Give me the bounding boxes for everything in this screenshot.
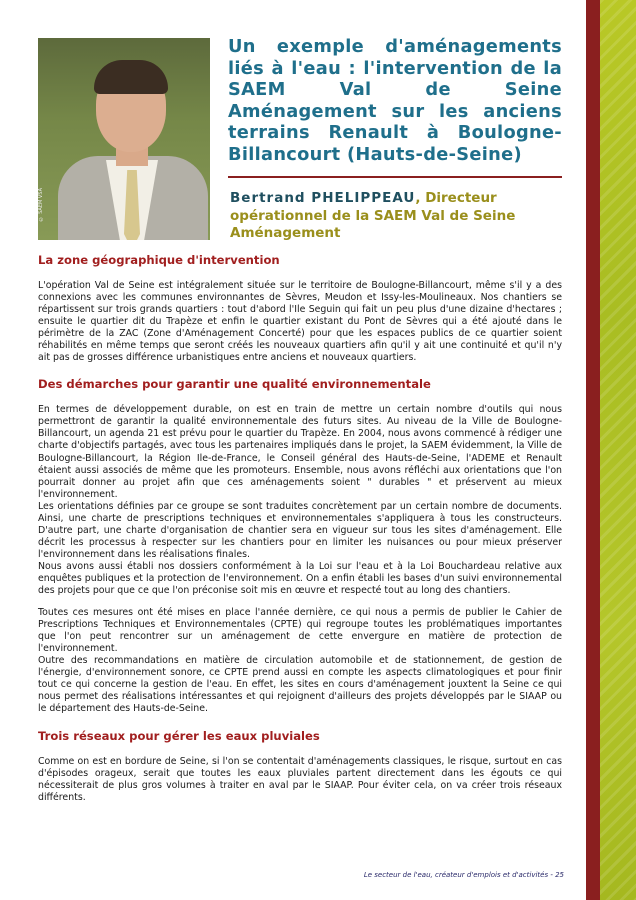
side-border-red [586,0,600,900]
author-photo [38,38,210,240]
photo-hair [94,60,168,94]
section-heading-rainwater: Trois réseaux pour gérer les eaux pluviales [38,728,320,743]
paragraph: Outre des recommandations en matière de circulation automobile et de stationnement, de gestion de l'énergie, d'environnement sonore, ce CPTE prend aussi en compte les aspects climatologiques et pour finir tout ce qui concerne la gestion de l'eau. En effet, les sites en cours d'aménagement jouxtent la Seine ce qui nous permet des réalisations intéressantes et qui rejoignent d'ailleurs des projets développés par le SIAAP ou le département des Hauts-de-Seine. [38,655,562,715]
page-footer: Le secteur de l'eau, créateur d'emplois et d'activités - 25 [363,871,564,879]
author-role: , Directeur opérationnel de la SAEM Val de Seine Aménagement [230,190,516,241]
paragraph: L'opération Val de Seine est intégralement située sur le territoire de Boulogne-Billancourt, même s'il y a des connexions avec les communes environnantes de Sèvres, Meudon et Issy-les-Moulineaux. Nos chantiers se répartissent sur trois grands quartiers : tout d'abord l'Ile Seguin qui fait un peu plus d'une dizaine d'hectares ; ensuite le quartier dit du Trapèze et enfin le quartier existant du Pont de Sèvres qui a été ajouté dans le périmètre de la ZAC (Zone d'Aménagement Concerté) pour que les espaces publics de ce quartier soient réhabilités en même temps que seront créés les nouveaux quartiers afin qu'il y ait une continuité et qu'il n'y ait pas de grosses différence urbanistiques entre anciens et nouveaux quartiers. [38,280,562,364]
author-byline [230,190,564,243]
paragraph: Toutes ces mesures ont été mises en place l'année dernière, ce qui nous a permis de publier le Cahier de Prescriptions Techniques et Environnementales (CPTE) qui regroupe toutes les problématiques importantes que l'on peut rencontrer sur un aménagement de cette envergure en matière de protection de l'environnement. [38,607,562,655]
section-heading-environment: Des démarches pour garantir une qualité environnementale [38,377,431,392]
paragraph: Les orientations définies par ce groupe se sont traduites concrètement par un certain nombre de documents. Ainsi, une charte de prescriptions techniques et environnementales s'appliquera à tous les constructeurs. D'autre part, une charte d'organisation de chantier sera en vigueur sur tous les sites d'aménagement. Elle décrit les processus à respecter sur les chantiers pour en limiter les nuisances ou pour mieux préserver l'environnement dans les réalisations finales. [38,500,562,560]
section-heading-zone: La zone géographique d'intervention [38,253,280,267]
page-title: Un exemple d'aménagements liés à l'eau : l'intervention de la SAEM Val de Seine Aménagement sur les anciens terrains Renault à Boulogne-Billancourt (Hauts-de-Seine) [228,36,562,165]
article-body [38,252,562,804]
paragraph: En termes de développement durable, on est en train de mettre un certain nombre d'outils qui nous permettront de garantir la qualité environnementale des futurs sites. Au niveau de la Ville de Boulogne-Billancourt, un agenda 21 est prévu pour le quartier du Trapèze. En 2004, nous avons commencé à rédiger une charte d'objectifs partagés, avec tous les partenaires impliqués dans le projet, la SAEM évidemment, la Ville de Boulogne-Billancourt, la Région Ile-de-France, le Conseil général des Hauts-de-Seine, l'ADEME et Renault étaient aussi associés de même que les promoteurs. Ensemble, nous avons réfléchi aux orientations que l'on pourrait donner au projet afin que ces aménagements soient " durables " et préservent au mieux l'environnement. [38,404,562,500]
title-divider [228,176,562,178]
author-name: Bertrand PHELIPPEAU [230,190,416,206]
paragraph: Comme on est en bordure de Seine, si l'on se contentait d'aménagements classiques, le risque, surtout en cas d'épisodes orageux, serait que toutes les eaux pluviales partent directement dans les égouts ce qui nécessiterait de plus gros volumes à traiter en aval par le SIAAP. Pour éviter cela, on va créer trois réseaux différents. [38,755,562,803]
photo-credit: © SAEM VSA [38,188,44,222]
paragraph: Nous avons aussi établi nos dossiers conformément à la Loi sur l'eau et à la Loi Bouchardeau relative aux enquêtes publiques et la protection de l'environnement. On a enfin établi les bases d'un suivi environnemental des projets pour que ce que l'on préconise soit mis en œuvre et respecté tout au long des chantiers. [38,560,562,597]
side-border-green [600,0,636,900]
